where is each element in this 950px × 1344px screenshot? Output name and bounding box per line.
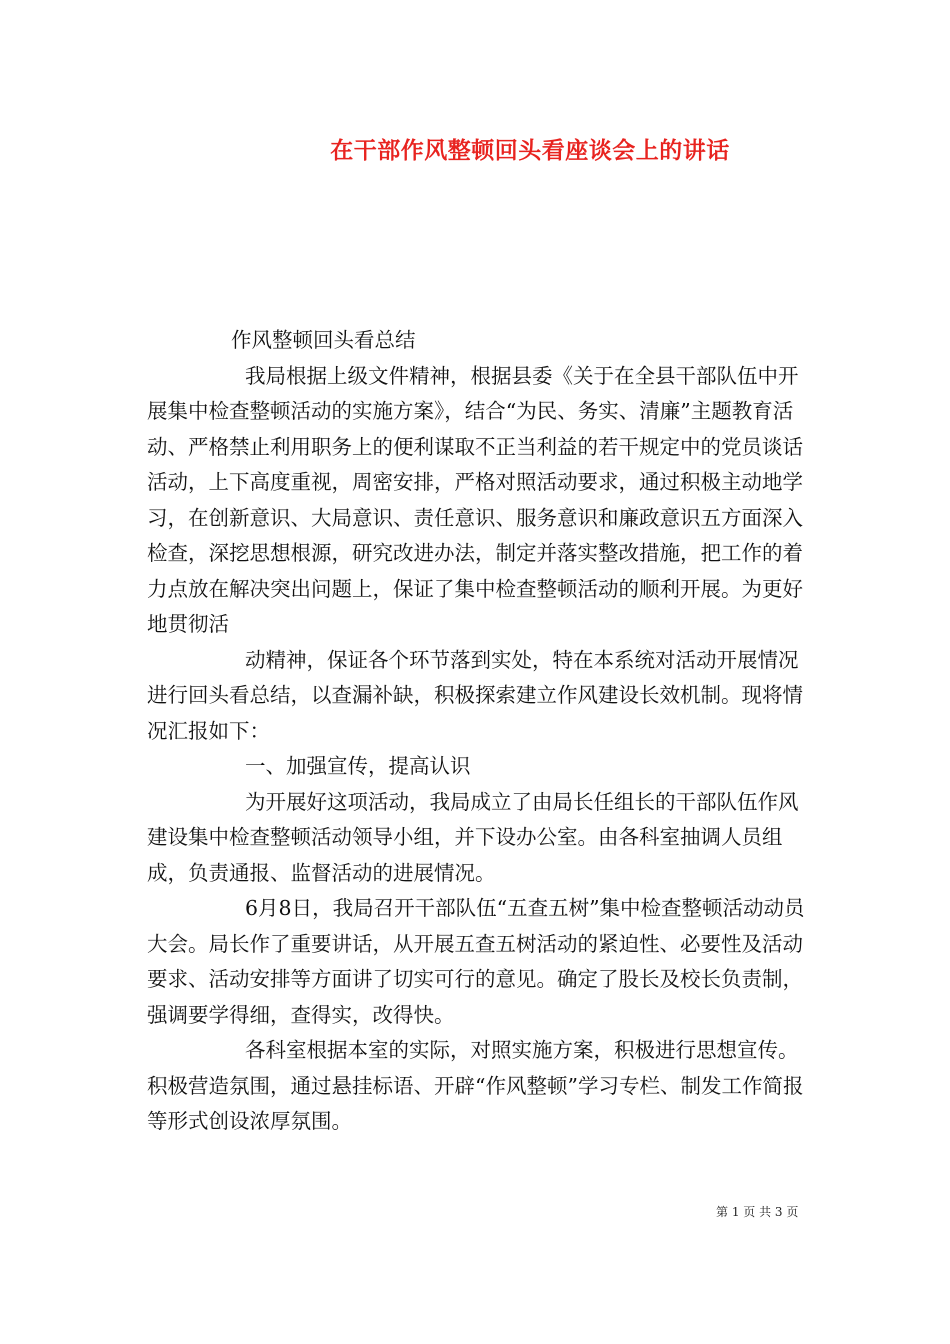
- paragraph: 各科室根据本室的实际，对照实施方案，积极进行思想宣传。积极营造氛围，通过悬挂标语、开辟“作风整顿”学习专栏、制发工作简报等形式创设浓厚氛围。: [147, 1038, 804, 1133]
- paragraph: 动精神，保证各个环节落到实处，特在本系统对活动开展情况进行回头看总结，以查漏补缺，积极探索建立作风建设长效机制。现将情况汇报如下：: [147, 647, 803, 743]
- document-body: [147, 323, 809, 1140]
- page-number-footer: 第 1 页 共 3 页: [716, 1205, 799, 1219]
- document-subtitle: 作风整顿回头看总结: [231, 328, 416, 352]
- document-title: 在干部作风整顿回头看座谈会上的讲话: [330, 137, 730, 164]
- section-heading: 一、加强宣传，提高认识: [245, 754, 471, 778]
- paragraph: 为开展好这项活动，我局成立了由局长任组长的干部队伍作风建设集中检查整顿活动领导小组，并下设办公室。由各科室抽调人员组成，负责通报、监督活动的进展情况。: [147, 789, 799, 885]
- paragraph: 6月8日，我局召开干部队伍“五查五树”集中检查整顿活动动员大会。局长作了重要讲话，从开展五查五树活动的紧迫性、必要性及活动要求、活动安排等方面讲了切实可行的意见。确定了股长及校长负责制，强调要学得细，查得实，改得快。: [147, 896, 805, 1027]
- paragraph: 我局根据上级文件精神，根据县委《关于在全县干部队伍中开展集中检查整顿活动的实施方案》，结合“为民、务实、清廉”主题教育活动、严格禁止利用职务上的便利谋取不正当利益的若干规定中的党员谈话活动，上下高度重视，周密安排，严格对照活动要求，通过积极主动地学习，在创新意识、大局意识、责任意识、服务意识和廉政意识五方面深入检查，深挖思想根源，研究改进办法，制定并落实整改措施，把工作的着力点放在解决突出问题上，保证了集中检查整顿活动的顺利开展。为更好地贯彻活: [147, 363, 803, 636]
